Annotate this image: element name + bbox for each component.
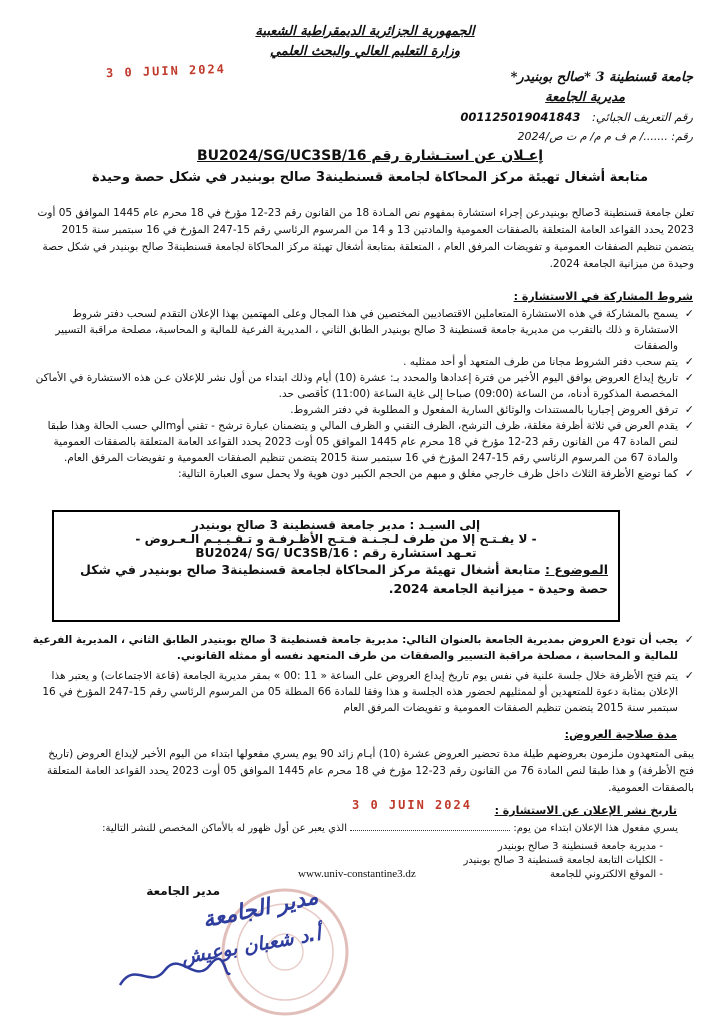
intro-paragraph: تعلن جامعة قسنطينة 3صالح بوبنيدرعن إجراء استشارة بمفهوم نص المـادة 18 من القانون رقم 23-12 مؤرخ في 18 محرم عام 1445 الموافق 05 أوت 2023 يحدد القواعد العامة المتعلقة بالصفقات العمومية والمادتين 13 و 14 من المرسوم الرئاسي رقم 15-247 المؤرخ في 16 سبتمبر سنة 2015 يتضمن تنظيم الصفقات العمومية و تفويضات المرفق العام ، المتعلقة بمتابعة أشغال تهيئة مركز المحاكاة لجامعة قسنطينة3 صالح بوبنيدر في شكل حصة وحيدة من ميزانية الجامعة 2024.: [37, 207, 694, 270]
envelope-subject: متابعة أشغال تهيئة مركز المحاكاة لجامعة قسنطينة3 صالح بوبنيدر في شكل حصة وحيدة - ميزانية الجامعة 2024.: [80, 562, 608, 596]
list-item: ✓ ترفق العروض إجباريا بالمستندات والوثائق السارية المفعول و المطلوبة في دفتر الشروط.: [32, 402, 694, 418]
list-item: - الكليات التابعة لجامعة قسنطينة 3 صالح بوبنيدر: [463, 855, 663, 866]
directorate-name: مديرية الجامعة: [545, 90, 625, 105]
announcement-title: إعـلان عن استـشارة رقم BU2024/SG/UC3SB/16: [196, 148, 544, 164]
fiscal-id-value: 001125019041843: [460, 110, 581, 124]
handwritten-signature: [115, 955, 235, 995]
list-item: - الموقع الالكتروني للجامعة: [550, 869, 663, 880]
envelope-do-not-open: - لا يفـتـح إلا من طرف لـجـنـة فـتـح الأظـرفـة و تـقـيـيـم الـعـروض -: [135, 532, 537, 546]
list-item: ✓ يجب أن تودع العروض بمديرية الجامعة بالعنوان التالي: مديرية جامعة قسنطينة 3 صالح بوبنيدر الطابق الثاني ، المديرية الفرعية للمالية و المحاسبة ، مصلحة مراقبة التسيير والصفقات من طرف المتعهد نفسه أو ممثله القانوني.: [32, 632, 694, 664]
participation-heading: شروط المشاركة في الاستشارة :: [513, 290, 693, 303]
validity-text: يبقى المتعهدون ملزمون بعروضهم طيلة مدة تحضير العروض عشرة (10) أيـام زائد 90 يوم يسري مفعولها ابتداء من اليوم الأخير لإيداع العروض (تاريخ فتح الأظرفة) و هذا طبقا لنص المادة 76 من القانون رقم 23-12 مؤرخ في 18 محرم عام 1445 الموافق 05 أوت 2023 يحدد القواعد العامة المتعلقة بالصفقات العمومية.: [46, 748, 694, 794]
deposit-list: [32, 632, 694, 716]
list-item: - مديرية جامعة قسنطينة 3 صالح بوبنيدر: [497, 841, 663, 852]
reference-number: رقم: ......./ م ف م م/ م ت ص/2024: [517, 130, 693, 143]
list-item: ✓ تاريخ إيداع العروض يوافق اليوم الأخير من فترة إعدادها والمحدد بـ: عشرة (10) أيام وذلك ابتداء من أول نشر للإعلان عـن هذه الاستشارة في الأماكن المخصصة المذكورة أدناه، من الساعة (09:00) صباحا إلى غاية الساعة (11:00) كأقصى حد.: [32, 370, 694, 402]
received-date-stamp: 3 0 JUIN 2024: [105, 61, 227, 81]
validity-heading: مدة صلاحية العروض:: [564, 728, 677, 741]
signature-title: مدير الجامعة: [146, 884, 220, 898]
university-name: جامعة قسنطينة 3 *صالح بوبنيدر*: [510, 70, 693, 85]
announcement-subtitle: متابعة أشغال تهيئة مركز المحاكاة لجامعة قسنطينة3 صالح بوبنيدر في شكل حصة وحيدة: [91, 170, 649, 185]
list-item: ✓ يتم سحب دفتر الشروط مجانا من طرف المتعهد أو أحد ممثليه .: [32, 354, 694, 370]
list-item: ✓ يسمح بالمشاركة في هذه الاستشارة المتعاملين الاقتصاديين المختصين في هذا المجال وعلى المهتمين بهذا الإعلان التقدم لسحب دفتر شروط الاستشارة و ذلك بالتقرب من مديرية جامعة قسنطينة 3 صالح بوبنيدر الطابق الثاني ، المديرية الفرعية للمالية و المحاسبة، مصلحة مراقبة التسيير والصفقات: [32, 306, 694, 354]
list-item: ✓ يتم فتح الأظرفة خلال جلسة علنية في نفس يوم تاريخ إيداع العروض على الساعة « 11 :00 » بمقر مديرية الجامعة (قاعة الاجتماعات) و يعتبر هذا الإعلان بمثابة دعوة للمتعهدين أو لممثليهم لحضور هذه الجلسة و هذا وفقا للمادة 66 المطلة 05 من المرسوم الرئاسي رقم 15-247 المؤرخ في 16 سبتمبر سنة 2015 يتضمن تنظيم الصفقات العمومية و تفويضات المرفق العام: [32, 668, 694, 716]
fiscal-id-label: رقم التعريف الجبائي:: [592, 110, 693, 124]
list-item: ✓ كما توضع الأظرفة الثلاث داخل ظرف خارجي مغلق و مبهم من الحجم الكبير دون هوية ولا يحمل سوى العبارة التالية:: [32, 466, 694, 482]
list-item: ✓ يقدم العرض في ثلاثة أظرفة مغلقة، ظرف الترشح، الظرف التقني و الظرف المالي و يتضمنان عبارة ترشح - تقني أوmالي حسب الحالة وهذا طبقا لنص المادة 47 من القانون رقم 23-12 مؤرخ في 18 محرم عام 1445 الموافق 05 أوت 2023 يحدد القواعد العامة المتعلقة بالصفقات العمومية والمادة 67 من المرسوم الرئاسي رقم 15-247 المؤرخ في 16 سبتمبر سنة 2015 يتضمن تنظيم الصفقات العمومية و تفويضات المرفق العام.: [32, 418, 694, 466]
fiscal-id-row: [393, 110, 693, 124]
publication-lead-tail: الذي يعبر عن أول ظهور له بالأماكن المخصص للنشر التالية:: [102, 823, 347, 834]
envelope-recipient: إلى السيـد : مدير جامعة قسنطينة 3 صالح بوبنيدر: [191, 518, 481, 532]
publication-heading: تاريخ نشر الإعلان عن الاستشارة :: [494, 804, 677, 817]
publication-lead-row: [32, 822, 694, 836]
publication-date-stamp: 3 0 JUIN 2024: [352, 798, 472, 812]
envelope-reference: تعـهد استشارة رقم : BU2024/ SG/ UC3SB/16: [195, 546, 477, 560]
republic-heading: الجمهورية الجزائرية الديمقراطية الشعبية: [255, 24, 475, 39]
envelope-label-box: [52, 510, 620, 622]
envelope-subject-label: الموضوع :: [544, 562, 608, 577]
ministry-heading: وزارة التعليم العالي والبحث العلمي: [269, 44, 461, 59]
participation-list: [32, 306, 694, 482]
signed-director-name: أ.د شعبان بوعيش: [179, 922, 323, 969]
signed-director-title: مدير الجامعة: [200, 884, 321, 934]
publication-lead: يسري مفعول هذا الإعلان ابتداء من يوم:: [513, 823, 678, 834]
date-blank: [350, 830, 510, 831]
university-website[interactable]: www.univ-constantine3.dz: [298, 868, 416, 880]
